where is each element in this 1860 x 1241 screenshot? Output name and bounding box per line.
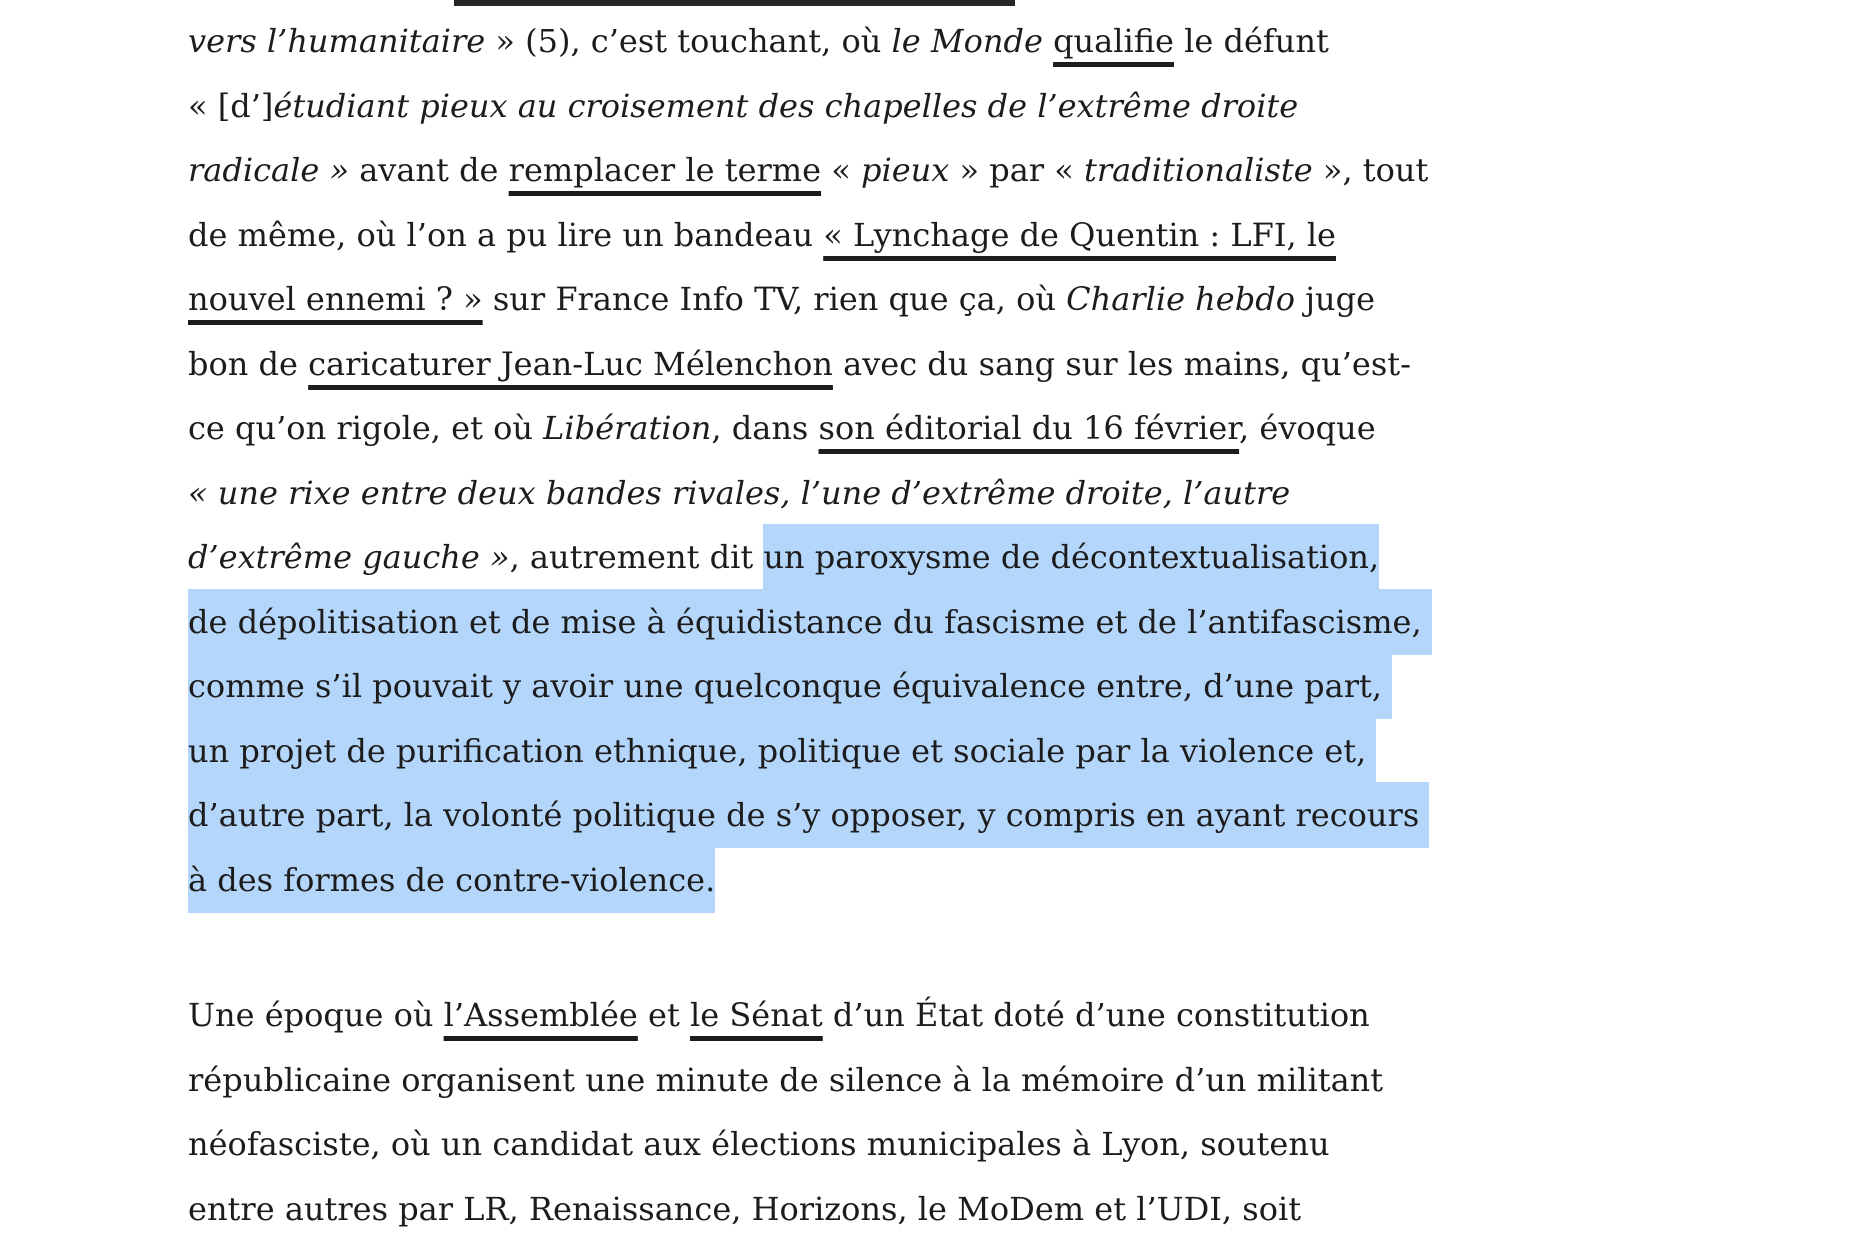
- text-line: [188, 74, 1428, 139]
- paragraph: [188, 983, 1428, 1241]
- text-line: [188, 267, 1428, 332]
- selected-text: d’autre part, la volonté politique de s’y opposer, y compris en ayant recours: [188, 782, 1429, 848]
- text-run: entre autres par LR, Renaissance, Horizons, le MoDem et l’UDI, soit: [188, 1190, 1301, 1228]
- text-run: ce qu’on rigole, et où: [188, 409, 543, 447]
- text-line: [188, 138, 1428, 203]
- text-run: juge: [1295, 280, 1375, 318]
- text-run: « une rixe entre deux bandes rivales, l’une d’extrême droite, l’autre: [188, 474, 1290, 512]
- text-line: [188, 1048, 1428, 1113]
- text-run: le Monde: [891, 22, 1042, 60]
- text-run: étudiant pieux au croisement des chapelles de l’extrême droite: [273, 87, 1298, 125]
- inline-link[interactable]: le Sénat: [690, 996, 823, 1034]
- inline-link[interactable]: remplacer le terme: [509, 151, 821, 189]
- text-line: [188, 783, 1428, 848]
- text-run: le défunt: [1174, 22, 1329, 60]
- text-run: », tout: [1313, 151, 1429, 189]
- paragraph: [188, 9, 1428, 912]
- text-run: Une époque où: [188, 996, 444, 1034]
- text-run: traditionaliste: [1084, 151, 1313, 189]
- text-run: pieux: [861, 151, 949, 189]
- text-run: Libération: [543, 409, 711, 447]
- text-run: radicale »: [188, 151, 349, 189]
- article-body: [188, 9, 1428, 1241]
- text-run: avant de: [349, 151, 509, 189]
- text-line: [188, 1112, 1428, 1177]
- selected-text: comme s’il pouvait y avoir une quelconque équivalence entre, d’une part,: [188, 653, 1392, 719]
- text-line: [188, 719, 1428, 784]
- text-run: républicaine organisent une minute de silence à la mémoire d’un militant: [188, 1061, 1383, 1099]
- text-line: [188, 848, 1428, 913]
- text-run: Charlie hebdo: [1066, 280, 1295, 318]
- text-line: [188, 525, 1428, 590]
- inline-link[interactable]: qualifie: [1053, 22, 1174, 60]
- text-run: de même, où l’on a pu lire un bandeau: [188, 216, 823, 254]
- text-line: [188, 590, 1428, 655]
- text-run: avec du sang sur les mains, qu’est-: [833, 345, 1411, 383]
- inline-link[interactable]: son éditorial du 16 février: [819, 409, 1240, 447]
- inline-link[interactable]: l’Assemblée: [444, 996, 638, 1034]
- selected-text: un paroxysme de décontextualisation,: [763, 524, 1379, 590]
- text-line: [188, 332, 1428, 397]
- inline-link[interactable]: « Lynchage de Quentin : LFI, le: [823, 216, 1336, 254]
- text-line: [188, 396, 1428, 461]
- text-run: «: [821, 151, 861, 189]
- text-run: vers l’humanitaire: [188, 22, 485, 60]
- text-run: , évoque: [1239, 409, 1376, 447]
- text-run: , dans: [711, 409, 818, 447]
- text-run: » par «: [949, 151, 1084, 189]
- text-line: [188, 1177, 1428, 1241]
- text-run: et: [638, 996, 690, 1034]
- text-line: [188, 461, 1428, 526]
- text-line: [188, 203, 1428, 268]
- inline-link[interactable]: nouvel ennemi ? »: [188, 280, 483, 318]
- text-run: bon de: [188, 345, 308, 383]
- selected-text: à des formes de contre-violence.: [188, 847, 715, 913]
- selected-text: de dépolitisation et de mise à équidistance du fascisme et de l’antifascisme,: [188, 589, 1432, 655]
- cropped-link-underline[interactable]: [454, 0, 1015, 6]
- text-run: , autrement dit: [510, 538, 764, 576]
- text-run: sur France Info TV, rien que ça, où: [483, 280, 1066, 318]
- text-run: néofasciste, où un candidat aux élections municipales à Lyon, soutenu: [188, 1125, 1330, 1163]
- text-run: » (5), c’est touchant, où: [485, 22, 891, 60]
- text-run: d’un État doté d’une constitution: [823, 996, 1370, 1034]
- text-line: [188, 983, 1428, 1048]
- text-run: d’extrême gauche »: [188, 538, 510, 576]
- text-line: [188, 654, 1428, 719]
- text-line: [188, 9, 1428, 74]
- text-run: [1043, 22, 1053, 60]
- text-run: « [d’]: [188, 87, 273, 125]
- selected-text: un projet de purification ethnique, politique et sociale par la violence et,: [188, 718, 1376, 784]
- inline-link[interactable]: caricaturer Jean-Luc Mélenchon: [308, 345, 833, 383]
